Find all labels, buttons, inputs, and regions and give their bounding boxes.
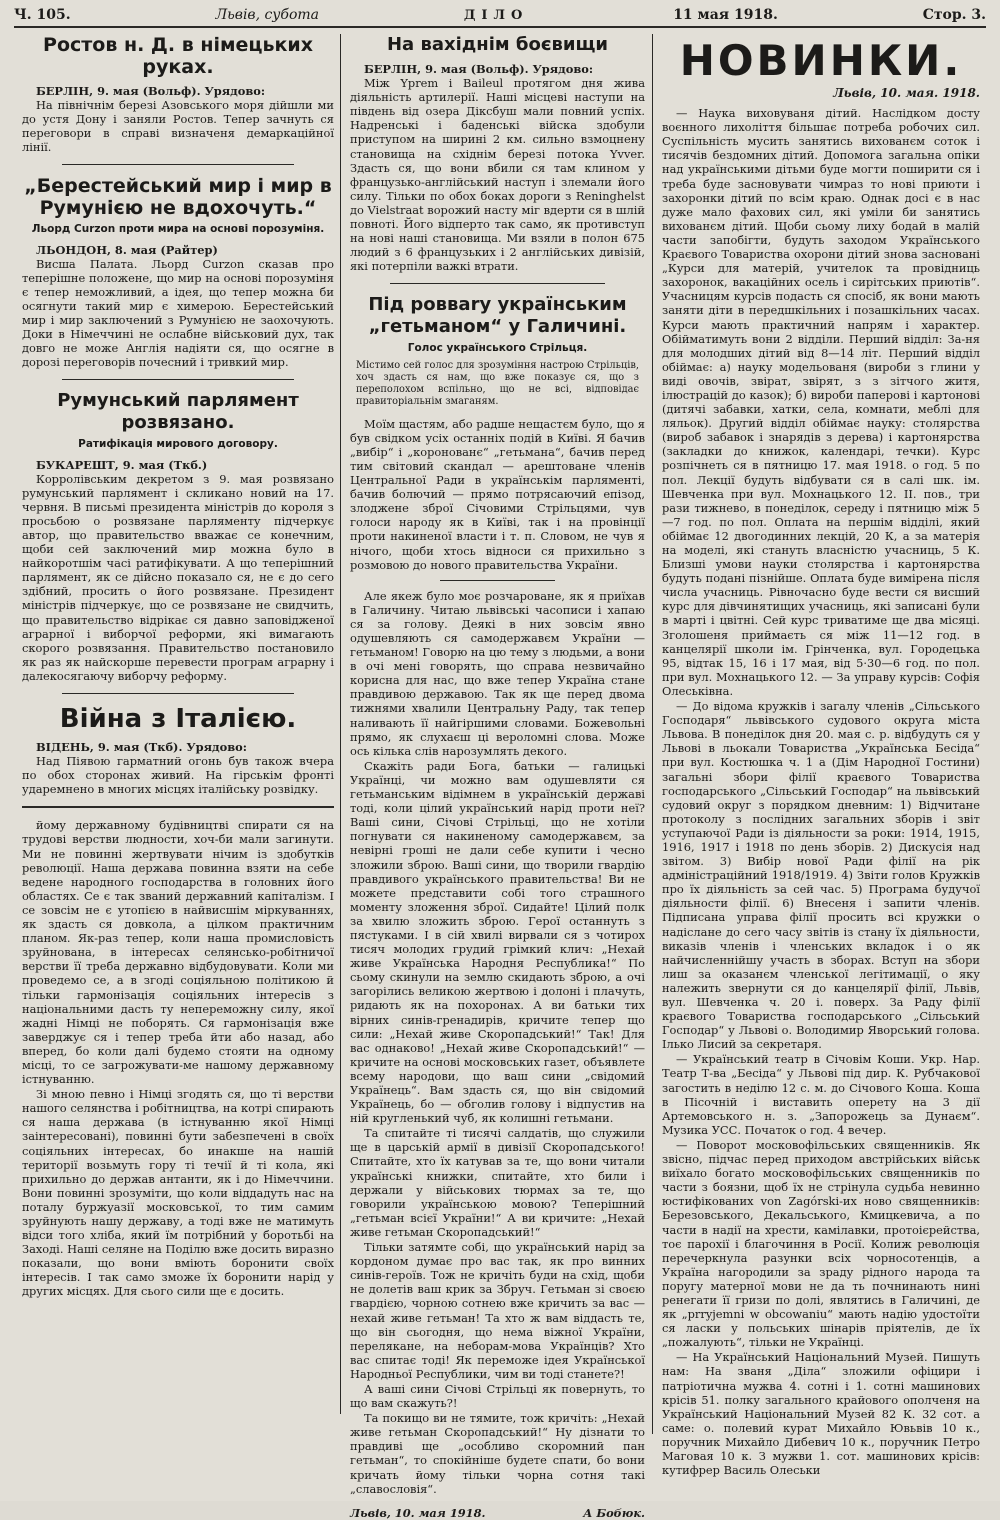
author: А Бобюк. — [583, 1505, 645, 1520]
article-paragraph: Зі мною певно і Німці згодять ся, що ті верстви нашого селянства і робітництва, на котрі спирають ся наша держава (в істнуванню якої Німці заінтересовані), повинні бути забезпечені в своїх соціяльних інтересах, бо инакше на нашій території возьмуть гору ті течії й ті кола, які прихильно до держав антанти, як і до Німеччини. Вони повинні зрозуміти, що коли віддадуть нас на поталу буржуазії московської, то тим самим зруйнують нашу державу, а тоді вже не матимуть відси того хліба, який їм потрібний у боротьбі на Заході. Наші селяне на Поділю вже досить виразно показали, що вони вміють боронити своїх інтересів. І так само зможе їх боронити нарід у других місцях. Для сього сили ще є досить. — [22, 1087, 334, 1299]
paper-title: ДІЛО — [463, 7, 529, 23]
article-paragraph: Та спитайте ті тисячі салдатів, що служили ще в царській армії в дивізії Скоропадського! Спитайте, хто їх катував за те, що вони читали українські книжки, спитайте, хто били і держали у військових тюрмах за те, що говорили українською мовою? Теперішний „гетьман всієї України!“ А ви кричите: „Нехай живе гетьман Скоропадський!“ — [350, 1126, 645, 1239]
article-rostov — [22, 34, 334, 154]
separator — [440, 580, 555, 581]
place-date: Львів, 10. мая 1918. — [350, 1505, 486, 1520]
article-paragraph: Але якеж було моє розчароване, як я приїхав в Галичину. Читаю львівські часописи і хапаю ся за голову. Деякі в них зовсім явно одушевляють ся самодержавєм України — гетьманом! Говорю на цю тему з людьми, а вони в очі мені говорять, що справа незвичайно корисна для нас, що вже тепер Україна стане правдивою державою. Так як ще перед двома тижнями хвалили Центральну Раду, так тепер наливають її найгіршими словами. Божевольні прямо, як слухаєш ці вероломні слова. Може ось кілька слів нарозумлять декого. — [350, 588, 645, 758]
article-subheadline: Голос українського Стрільця. — [407, 342, 588, 355]
article-paragraph: йому державному будівництві спирати ся на трудові верстви людности, хоч-би мали загинути. Ми не повинні жертвувати нічим із здобутків революції. Наша держава повинна взяти на себе ведене народного господарства в головних його областях. Се є так званий державний капіталізм. І се зовсім не є утопією в найвисшім міркуваннях, як здасть ся довкола, а цілком практичним планом. Як-раз тепер, коли наша промисловість зруйнована, в інтересах селянсько-робітничої верстви її треба державно відбудовувати. Коли ми проведемо се, а в згоді соціяльною політикою й тільки гармонізація соціяльних інтересів з національними дасть ту непереможну силу, якої жадні Німці не поборять. Ся гармонізація вже заверджує ся і тепер треба йти або назад, або вперед, бо коли далі будемо стояти на одному місці, то се загрожувати-ме нашому державному істнуванню. — [22, 818, 334, 1087]
article-headline: „Берестейський мир і мир в Румунією не вдохочуть.“ — [24, 175, 332, 220]
news-item: — Поворот московофільських священників. Як звісно, підчас перед приходом австрійських військ виїхало богато московофільських священників по части з боязни, щоб їх не стрінула судьба невинно юстифікованих von Zagórski-их ново священників: Березовського, Декальського, Кмицкевича, а по части в надії на хрести, камілавки, протоієрейства, тоє парохії і благочиння в Росії. Колиж революція перечеркнула разунки всіх чорносотенців, а Україна нагородили за зраду рідного народа та поругу матерної мови не да ть почнинають нині ренегати її гризи по долі, являтись в Галичині, де як „prryjemni w obcowaniu“ мають надію удостоїти ся ласки у польських шінарів пріятелів, де їх „пожалують“, тільки не Українці. — [662, 1137, 980, 1350]
page-number: Стор. 3. — [922, 7, 986, 23]
article-romanian-parliament — [22, 390, 334, 683]
article-headline: Війна з Італією. — [59, 704, 297, 734]
article-subheadline: Ратифікація мирового договору. — [78, 438, 278, 451]
article-continuation — [22, 818, 334, 1298]
masthead — [14, 4, 986, 28]
news-item: — До відома кружків і загалу членів „Сільського Господаря“ львівського судового округа міста Львова. В понеділок дня 20. мая с. р. відбудуть ся у Львові в льокали Товариства „Українська Бесіда“ при вул. Костюшка ч. 1 а (Дім Народної Гостини) загальні збори філії краєвого Товариства господарського „Сільський Господар“ на львівський судовий округ з порядком дневним: 1) Відчитане протоколу з послідних загальних зборів і звіт уступаючої Ради із діяльности за роки: 1914, 1915, 1916, 1917 і 1918 по день зборів. 2) Дискусія над звітом. 3) Вибір нової Ради філії на рік адміністраційний 1918/1919. 4) Звіти голов Кружків про їх діяльність за сей час. 5) Програма будучої діяльности філії. 6) Внесеня і запити членів. Підписана управа філії просить всі кружки о надіслане до сего часу звітів із стану їх діяльности, виказів членів і членських вкладок і о як найчисленнійшу участь в зборах. Вступ на збори лиш за оказанєм членської легітимації, о яку належить звернути ся до канцелярії філії, Львів, вул. Шевченка ч. 20 і. поверх. За Раду філії краєвого Товариства господарського „Сільський Господар“ у Львові о. Володимир Яворський голова. Ілько Лисий за секретаря. — [662, 699, 980, 1052]
article-body: Висша Палата. Льорд Curzon сказав про теперішне положене, що мир на основі порозуміня є тепер неможливий, а ідея, що тепер можна би осягнути такий мир є химерою. Берестейський мир і мир заключений з Румунією не заохочують. Доки в Німеччині не ослабне військовий дух, так довго не може Англія надіяти ся, що осягне в дорозі переговорів почесний і тривкий мир. — [22, 256, 334, 370]
article-paragraph: Та покищо ви не тямите, тож кричіть: „Нехай живе гетьман Скоропадський!“ Ну дізнати то правдиві ще „особливо скоромний пан гетьман“, то спокійніше будете спати, бо вони кричать йому тільки чорна сотня такі „славословія“. — [350, 1411, 645, 1496]
article-headline: На вахіднім боєвищи — [386, 34, 609, 55]
separator — [62, 693, 294, 694]
article-war-italy — [22, 704, 334, 796]
separator — [390, 283, 605, 284]
editorial-note: Містимо сей голос для зрозуміння настрою Стрільців, хоч здасть ся нам, що вже показує ся, що з переполохом вспільно, що не всі, відповідає правиторіальнім змаганям. — [356, 359, 639, 408]
news-item: — Наука виховуваня дітий. Наслідком досту воєнного лихоліття більшає потреба робочих сил. Суспільність мусить занятись вихованєм соток і тисячів бездомних дітий. Допомога загальна опіки над українськими дітьми буде могти поширити ся і треба буде засновувати чимраз то нові приюти і захоронки дітий по всім краю. Однак досі є в нас дуже мало фахових сил, які уміли би занятись вихованєм дітий. Щоби сьому лиху бодай в малій части запобігти, будуть заходом Українського Краєвого Товариства охорони дітий знова засновані „Курси для матерій, учителок та провідниць захоронок, вакаційних осель і сирітських приютів“. Учасницям курсів подасть ся спосіб, як вони мають заняти діти в передшкільних і позашкільних часах. Курси мають практичний напрям і характер. Обійматимуть вони 2 відділи. Перший відділ: За-ня для молодших дітий від 8—14 літ. Перший відділ обіймає: а) науку модельованя (вироби з глини у виді овочів, звірат, звірят, з з зітчого житя, ілюстрацій до казок); б) вироби паперові і картонові (дитячі забавки, хатки, села, комнати, меблі для ляльок). Другий відділ обіймає науку: столярства (вироб забавок і знарядів з дерева) і картонярства (закладки до книжок, календарі, течки). Курс розпічнеть ся в пятницю 17. мая 1918. о год. 5 по пол. Лекції будуть відбувати ся в салі шк. ім. Шевченка при вул. Мохнацького 12. ІІ. пов., три рази тижнево, в понеділок, середу і пятницю між 5—7 год. по пол. Оплата на першім відділі, який обіймає 12 двогодинних лекцій, 20 К, а за матерія на моделі, які стануть власністю учасниць, 5 К. Близші умови науки столярства і картонярства будуть подані пізнійше. Оплата буде вимірена після числа учасниць. Рівночасно буде вести ся висший курс для дівчинятищих учасниць, які записані були в марті і цвітні. Сей курс триватиме ще два місяці. Зголошеня приймаєть ся між 11—12 год. в канцелярії школи ім. Грінченка, вул. Городецька 95, відтак 15, 16 і 17 мая, від 5·30—6 год. по пол. при вул. Мохнацького 12. — За управу курсів: Софія Олеськівна. — [662, 106, 980, 698]
article-body: На північнім березі Азовського моря дійшли ми до устя Дону і заняли Ростов. Тепер зачнуть ся переговори в справі визначеня демаркаційної лінії. — [22, 98, 334, 155]
article-paragraph: Тільки затямте собі, що український нарід за кордоном думає про вас так, як про винних синів-героїв. Тож не кричіть буди на схід, щоби не долетів ваш крик за Збруч. Гетьман зі своєю гвардією, чорною сотнею вже кричить за вас — нехай живе гетьман! Та хто ж вам віддасть те, що він сьогодня, що нема віжної України, перелякане, на неборам-мова Українців? Хто вас спитає тоді! Як переможе ідея Української Народньої Республики, чим ви тоді станете?! — [350, 1240, 645, 1381]
article-paragraph: Скажіть ради Бога, батьки — галицькі Українці, чи можно вам одушевляти ся гетьманським відімнем в українській державі тоді, коли цілий український нарід проти неї? Ваші сини, Січові Стрільці, що не хотіли погнувати ся накиненому самодержавєм, за невірні гроші не дали себе купити і чесно зложили зброю. Ваші сини, що творили гвардію правдивого українського правительства! Ви не можете представити собі того страшного моменту зложення зброї. Сидайте! Цілий полк за хвилю зложить зброю. Герої останнуть з пястуками. І в сій хвилі вирвали ся з чотирох тисяч молодих грудий грімкий клич: „Нехай живе Українська Народня Республика!“ По сьому скинули на землю скидають зброю, а очі загорілись великою жертвою і долоні і плачуть, ридають як на похоронах. А ви батьки тих вірних синів-гренадирів, кричите тепер що сили: „Нехай живе Скоропадський!“ Так! Для вас однаково! „Нехай живе Скоропадський!“ — кричите на основі московських газет, объявлете всему народови, що ваш сини „свідомий Українець“. Вам здасть ся, що він свідомий Українець, бо — обголив голову і відпустив на ній кругленький чуб, як колишні гетьмани. — [350, 758, 645, 1126]
section-dateline: Львів, 10. мая. 1918. — [833, 86, 980, 100]
article-dateline: БЕРЛІН, 9. мая (Вольф). Урядово: — [36, 84, 266, 98]
issue-date: 11 мая 1918. — [673, 7, 778, 23]
article-dateline: ЛЬОНДОН, 8. мая (Райтер) — [36, 242, 218, 257]
separator — [62, 164, 294, 165]
issue-number: Ч. 105. — [14, 7, 71, 23]
column-left — [22, 34, 334, 1484]
column-divider — [340, 34, 341, 1414]
column-right — [662, 34, 980, 1484]
article-dateline: ВІДЕНЬ, 9. мая (Ткб). Урядово: — [36, 740, 247, 754]
column-divider — [652, 34, 653, 1434]
separator — [22, 806, 334, 808]
article-headline: Румунський парлямент розвязано. — [57, 390, 299, 434]
city-day: Львів, субота — [215, 7, 320, 23]
article-paragraph: А ваші сини Січові Стрільці як повернуть, то що вам скажуть?! — [350, 1381, 645, 1411]
news-item: — Український театр в Січовім Коши. Укр. Нар. Театр Т-ва „Бесіда“ у Львові під дир. К. Рубчакової загостить в неділю 12 с. м. до Січового Коша. Коша в Пісочній і виставить оперету на 3 дії Артемовського н. з. „Запорожець за Дунаєм“. Музика УСС. Початок о год. 4 вечер. — [662, 1052, 980, 1137]
article-body: Корролівським декретом з 9. мая розвязано румунський парлямент і скликано новий на 17. червня. В письмі президента міністрів до короля з просьбою о розвязане парляменту підчеркує автор, що правительство вважає се конечним, щоби сей заключений мир можна було в найкоротшім часі ратифікувати. А що теперішний парлямент, як се дійсно показало ся, не є до сего здібний, просить о його розвязане. Президент міністрів підчеркує, що се розвязане не свидчить, що правительство відрікає ся давно заповідженої аграрної і виборчої реформи, які вимагають скорого розвязання. Правительство постановило як раз як найскорше перевести програм аграрну і далекосягаючу виборчу реформу. — [22, 471, 334, 683]
article-paragraph: Моїм щастям, або радше нещастєм було, що я був свідком усіх останніх подій в Київі. Я бачив „вибір“ і „коронованє“ „гетьмана“, бачив перед тим світовий скандал — арештоване членів Центральної Ради в українськім парляменті, бачив болючий — прямо потрясаючий епізод, злоджене зброї Січовими Стрільцями, чув голоси народу як в Київі, так і на провінції проти накиненої власти і т. п. Словом, не чув я нічого, щоби хтось відноси ся прихильно з розмовою до нового правительства України. — [350, 416, 645, 572]
news-item: — На Український Національний Музей. Пишуть нам: На званя „Діла“ зложили офіцири і патріотична мужва 4. сотні і 1. сотні машинових крісів 51. полку загального крайового ополченя на Український Національний Музей 82 К. 32 сот. а саме: о. полевий курат Михайло Ювьвів 10 к., поручник Михайло Дибевич 10 к., поручник Петро Маговая 10 к. З мужви 1. сот. машинових крісів: кутифрер Василь Олеськи — [662, 1350, 980, 1478]
article-dateline: БУКАРЕШТ, 9. мая (Ткб.) — [36, 457, 208, 472]
article-brest-peace — [22, 175, 334, 369]
article-hetman — [350, 294, 645, 1519]
article-dateline: БЕРЛІН, 9. мая (Вольф). Урядово: — [364, 62, 594, 76]
article-body: Над Піявою гарматний огонь був також вчера по обох сторонах живий. На гірськім фронті ударемнено в многих місцях італійську розвідку. — [22, 754, 334, 797]
article-subheadline: Льорд Curzon проти мира на основі порозуміня. — [31, 223, 325, 236]
article-headline: Під ровваrу українським „гетьманом“ у Галичині. — [368, 294, 627, 338]
separator — [62, 379, 294, 380]
article-western-front — [350, 34, 645, 273]
section-title: НОВИНКИ. — [679, 36, 963, 85]
article-headline: Ростов н. Д. в німецьких руках. — [43, 34, 313, 78]
column-middle — [350, 34, 645, 1520]
article-body: Між Yprem і Baileul протягом дня жива діяльність артилерії. Наші місцеві наступи на південь від озера Діксбуш мали повний успіх. Надренські і баденські війска здобули приступом на ширині 2 км. сильно взмоцнену становища на східнім березі потока Yvver. Здасть ся, що вони вбили ся там клином у французько-англійський наступ і злемали його силу. Тільки по обох боках дороги з Reninghelst до Vielstraat ворожий насту міг вдерти ся в шлій повноті. Його відперто так само, як противступ на нові наші становища. Ми взяли в полон 675 людий з 6 французьких і 2 англійських дивізій, які потерпіли важкі втрати. — [350, 76, 645, 274]
article-signature — [350, 1506, 645, 1520]
